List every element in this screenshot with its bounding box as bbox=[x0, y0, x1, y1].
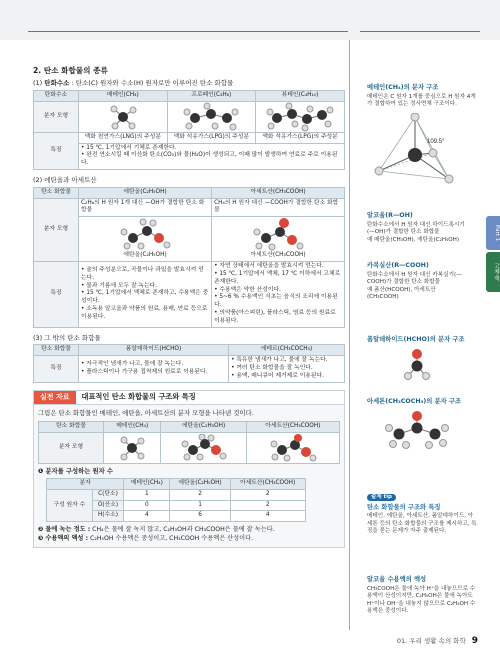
sidebar-text: 탄화수소에서 H 원자 대신 하이드록시기(—OH)가 결합한 탄소 화합물 bbox=[367, 221, 465, 236]
table-cell: 4 bbox=[124, 511, 170, 522]
sidebar-text: 탄화수소에서 H 원자 대신 카복실기(—COOH)가 결합한 탄소 화합물 bbox=[367, 271, 462, 286]
row-label: 특징 bbox=[34, 262, 79, 328]
main-column bbox=[33, 66, 345, 548]
top-band bbox=[0, 0, 500, 40]
sidebar-tip bbox=[367, 494, 477, 536]
methane-model-cell bbox=[79, 101, 168, 132]
other-heading: (3) 그 밖의 탄소 화합물 bbox=[33, 333, 101, 342]
table-header: 탄소 화합물 bbox=[34, 187, 79, 198]
list-item: • 용액, 매니큐어 제거제로 이용된다. bbox=[231, 372, 324, 379]
practice-box bbox=[33, 390, 345, 548]
sidebar-example: 예 폼산(HCOOH), 아세트산(CH₃COOH) bbox=[367, 286, 436, 301]
table-cell: 2 bbox=[170, 489, 230, 500]
list-item: • 술의 주성분으로, 곡물이나 과일을 발효시켜 얻는다. bbox=[81, 267, 204, 281]
table-cell: 2 bbox=[230, 500, 305, 511]
table-header: 탄소 화합물 bbox=[34, 345, 79, 356]
point2-label: ❷ 물에 녹는 정도 : bbox=[38, 526, 91, 534]
atom-label: O(산소) bbox=[92, 500, 124, 511]
row-label: 분자 모형 bbox=[39, 432, 104, 463]
note-line: • 완전 연소시킬 때 이산화 탄소(CO₂)와 물(H₂O)이 생성되고, 이때 많이 발생하여 연료로 주로 이용된다. bbox=[81, 152, 338, 167]
list-item: • 자연 상태에서 에탄올을 발효시켜 얻는다. bbox=[214, 263, 324, 270]
sidebar-title: 아세톤(CH₃COCH₃)의 분자 구조 bbox=[367, 398, 462, 405]
table-header: 뷰테인(C₄H₁₀) bbox=[256, 91, 345, 102]
list-item: • 특유한 냄새가 나고, 물에 잘 녹는다. bbox=[231, 357, 328, 364]
hydrocarbon-table bbox=[33, 90, 345, 170]
point2 bbox=[38, 526, 340, 534]
ethanol-molecule-icon bbox=[179, 434, 229, 462]
chapter-tab[interactable]: 고체·액 bbox=[486, 252, 500, 292]
heading-number: (1) bbox=[33, 79, 43, 88]
acetone-molecule-icon bbox=[367, 408, 467, 452]
column-divider bbox=[349, 40, 350, 630]
row-label: 분자 모형 bbox=[34, 198, 79, 261]
ethanol-feature-cell bbox=[79, 262, 212, 328]
table-header: 메테인(CH₄) bbox=[124, 479, 170, 490]
practice-tag: 실전 자료 bbox=[34, 391, 76, 404]
hydrocarbon-heading bbox=[33, 79, 345, 88]
sidebar-title: 알코올(R—OH) bbox=[367, 212, 413, 219]
table-header: 분자 bbox=[47, 479, 124, 490]
table-cell: 4 bbox=[230, 511, 305, 522]
sidebar-acetone bbox=[367, 398, 477, 455]
row-group-label: 구성 원자 수 bbox=[47, 489, 93, 521]
top-rule bbox=[28, 31, 348, 32]
table-cell: 6 bbox=[170, 511, 230, 522]
sidebar-example: 예 메탄올(CH₃OH), 에탄올(C₂H₅OH) bbox=[367, 236, 460, 243]
hydrocarbon-notes bbox=[79, 143, 345, 169]
acetone-feature-cell bbox=[229, 356, 345, 382]
sidebar-water bbox=[367, 576, 477, 616]
point3 bbox=[38, 535, 340, 543]
acetic-model-cell bbox=[212, 217, 345, 262]
table-cell: 0 bbox=[124, 500, 170, 511]
propane-molecule-icon bbox=[181, 102, 241, 132]
atom-label: C(탄소) bbox=[92, 489, 124, 500]
table-header: 에테르(CH₃COCH₃) bbox=[229, 345, 345, 356]
list-item: • 5~6 % 수용액인 식초는 음식의 조리에 이용된다. bbox=[214, 294, 338, 309]
row-label: 특징 bbox=[34, 132, 79, 169]
table-cell: 1 bbox=[124, 489, 170, 500]
point2-text: CH₄은 물에 잘 녹지 않고, C₂H₅OH과 CH₃COOH은 물에 잘 녹는다. bbox=[90, 526, 275, 534]
table-header: 에탄올(C₂H₅OH) bbox=[170, 479, 230, 490]
table-header: 폼알데하이드(HCHO) bbox=[79, 345, 229, 356]
sidebar-text: 메테인, 에탄올, 아세트산, 폼알데하이드, 아세톤 등의 탄소 화합물의 구조를 제시하고, 특징을 묻는 문제가 자주 출제된다. bbox=[367, 513, 477, 535]
list-item: • 15 ℃, 1기압에서 액체로 존재하고, 수용액은 중성이다. bbox=[81, 290, 209, 305]
list-item: • 여러 탄소 화합물을 잘 녹인다. bbox=[231, 364, 313, 371]
list-item: • 의약품(아스피린), 플라스틱, 염료 등의 원료로 이용된다. bbox=[214, 309, 336, 324]
point3-text: C₂H₅OH 수용액은 중성이고, CH₃COOH 수용액은 산성이다. bbox=[88, 534, 254, 542]
sidebar-formaldehyde bbox=[367, 336, 477, 387]
acetic-feature-cell bbox=[212, 262, 345, 328]
list-item: • 플라스틱이나 가구용 접착제의 원료로 이용된다. bbox=[81, 368, 208, 375]
table-header: 에탄올(C₂H₅OH) bbox=[79, 187, 212, 198]
sidebar-text: 메테인은 C 원자 1개를 중심으로 H 원자 4개가 결합하여 있는 정사면체 구조이다. bbox=[367, 93, 476, 108]
table-cell bbox=[161, 432, 246, 463]
ethanol-model-cell bbox=[79, 217, 212, 262]
row-label: 분자 모형 bbox=[34, 101, 79, 132]
page-footer bbox=[397, 636, 478, 646]
sidebar-title: 알코올 수용액의 액성 bbox=[367, 576, 427, 583]
list-item: • 수용액은 약한 산성이다. bbox=[214, 286, 281, 293]
sidebar-title: 메테인(CH₄)의 분자 구조 bbox=[367, 84, 439, 91]
model-caption: 에탄올(C₂H₅OH) bbox=[123, 252, 167, 259]
table-cell: 액화 석유가스(LPG)의 주성분 bbox=[256, 132, 345, 143]
list-item: • 물과 기름에 모두 잘 녹는다. bbox=[81, 282, 158, 289]
note-line: • 15 ℃, 1기압에서 기체로 존재한다. bbox=[81, 144, 177, 151]
table-header: 메테인(CH₄) bbox=[104, 421, 161, 432]
heading-bold: 탄화수소 bbox=[44, 79, 70, 88]
table-cell: 1 bbox=[170, 500, 230, 511]
table-cell: C₂H₆의 H 원자 1개 대신 —OH가 결합한 탄소 화합물 bbox=[79, 198, 212, 217]
practice-box-header bbox=[34, 391, 344, 405]
sidebar-methane bbox=[367, 84, 477, 194]
list-item: • 자극적인 냄새가 나고, 물에 잘 녹는다. bbox=[81, 361, 184, 368]
practice-model-table bbox=[38, 421, 340, 464]
methane-molecule-icon bbox=[106, 102, 140, 132]
atom-label: H(수소) bbox=[92, 511, 124, 522]
practice-question: 그림은 탄소 화합물인 메테인, 에탄올, 아세트산의 분자 모형을 나타낸 것이다. bbox=[38, 409, 254, 418]
table-header: 프로페인(C₃H₈) bbox=[167, 91, 256, 102]
point3-label: ❸ 수용액의 액성 : bbox=[38, 534, 89, 542]
ethanol-heading: (2) 에탄올과 아세트산 bbox=[33, 176, 97, 185]
sidebar-alcohol bbox=[367, 212, 465, 244]
heading-rest: : 탄소(C) 원자와 수소(H) 원자로만 이루어진 탄소 화합물 bbox=[69, 79, 234, 88]
tetrahedron-diagram-icon bbox=[367, 113, 467, 191]
table-cell: 액화 천연가스(LNG)의 주성분 bbox=[79, 132, 168, 143]
table-header: 아세트산(CH₃COOH) bbox=[230, 479, 305, 490]
list-item: • 15 ℃, 1기압에서 액체, 17 ℃ 이하에서 고체로 존재한다. bbox=[214, 270, 341, 285]
sidebar-text: CH₃COOH은 물에 녹아 H⁺을 내놓으므로 수용액이 산성이지만, C₂H₅OH은 물에 녹아도 H⁺이나 OH⁻을 내놓지 않으므로 C₂H₅OH 수용액은 중성이다. bbox=[367, 585, 476, 615]
table-header: 탄소 화합물 bbox=[39, 421, 104, 432]
chapter-label: 01. 우리 생활 속의 화학 bbox=[396, 637, 466, 645]
table-cell bbox=[246, 432, 339, 463]
butane-model-cell bbox=[256, 101, 345, 132]
methane-molecule-icon bbox=[117, 434, 147, 462]
table-header: 아세트산(CH₃COOH) bbox=[246, 421, 339, 432]
sidebar-title: 폼알데하이드(HCHO)의 분자 구조 bbox=[367, 336, 465, 343]
section-title: 2. 탄소 화합물의 종류 bbox=[33, 66, 108, 75]
table-cell bbox=[104, 432, 161, 463]
acetic-acid-molecule-icon bbox=[268, 434, 318, 462]
table-header: 에탄올(C₂H₅OH) bbox=[161, 421, 246, 432]
acetic-acid-molecule-icon bbox=[248, 218, 308, 252]
table-cell: 액화 석유가스(LPG)의 주성분 bbox=[167, 132, 256, 143]
part-tab[interactable]: Part 1 bbox=[486, 216, 500, 250]
table-header: 아세트산(CH₃COOH) bbox=[212, 187, 345, 198]
table-cell: 2 bbox=[230, 489, 305, 500]
practice-title: 대표적인 탄소 화합물의 구조와 특징 bbox=[81, 392, 196, 402]
butane-molecule-icon bbox=[265, 102, 335, 132]
other-table bbox=[33, 344, 345, 382]
atom-count-table bbox=[46, 478, 306, 522]
table-header: 메테인(CH₄) bbox=[79, 91, 168, 102]
page-number: 9 bbox=[471, 636, 478, 646]
model-caption: 아세트산(CH₃COOH) bbox=[250, 252, 306, 259]
angle-label: 109.5° bbox=[427, 138, 445, 145]
sidebar-title: 탄소 화합물의 구조와 특징 bbox=[367, 503, 441, 511]
ethanol-molecule-icon bbox=[115, 218, 175, 252]
sidebar-carboxylic bbox=[367, 262, 465, 302]
table-header: 탄화수소 bbox=[34, 91, 79, 102]
point1: ❶ 분자를 구성하는 원자 수 bbox=[38, 467, 113, 475]
propane-model-cell bbox=[167, 101, 256, 132]
list-item: • 소독용 알코올과 약품의 원료, 용매, 연료 등으로 이용된다. bbox=[81, 306, 208, 320]
row-label: 특징 bbox=[34, 356, 79, 382]
top-rule-right bbox=[360, 31, 480, 32]
tip-badge: 출제 tip bbox=[367, 494, 396, 501]
formaldehyde-molecule-icon bbox=[367, 346, 467, 384]
sidebar-title: 카복실산(R—COOH) bbox=[367, 262, 429, 269]
ethanol-table bbox=[33, 187, 345, 328]
table-cell: CH₄의 H 원자 대신 —COOH가 결합한 탄소 화합물 bbox=[212, 198, 345, 217]
formaldehyde-feature-cell bbox=[79, 356, 229, 382]
table-row bbox=[47, 489, 306, 500]
